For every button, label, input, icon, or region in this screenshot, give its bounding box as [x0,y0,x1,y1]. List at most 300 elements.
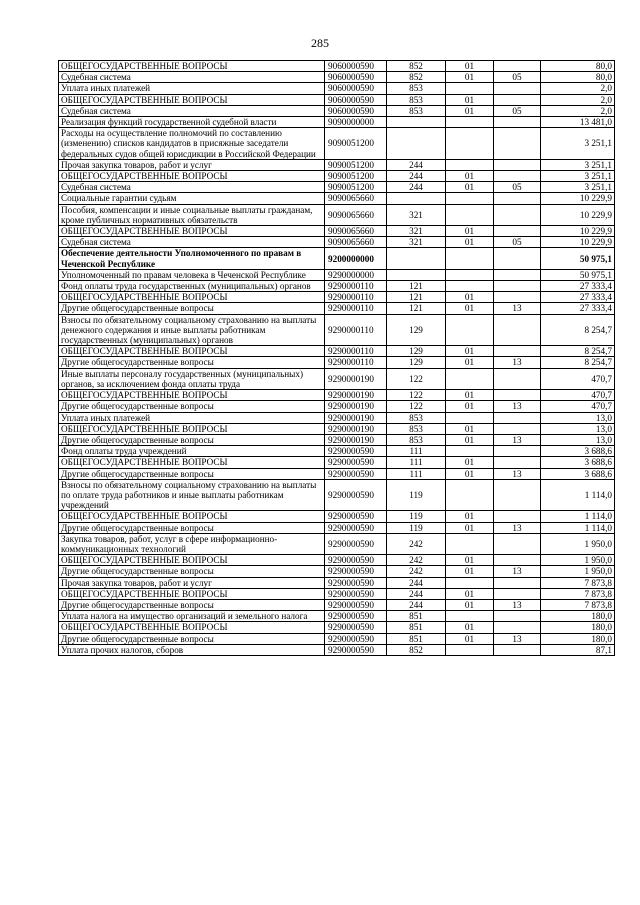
budget-sum-cell: 13,0 [541,412,615,423]
table-row [59,83,615,94]
budget-sum-cell: 180,0 [541,611,615,622]
budget-csr-cell: 9090065660 [325,226,387,237]
budget-name-cell: Пособия, компенсации и иные социальные выплаты гражданам, кроме публичных нормативных обязательств [59,204,325,225]
budget-sum-cell: 80,0 [541,61,615,72]
budget-vr-cell: 119 [387,522,446,533]
budget-name-cell: Фонд оплаты труда учреждений [59,446,325,457]
budget-csr-cell: 9290000190 [325,434,387,445]
budget-pr-cell [494,128,541,160]
budget-sum-cell: 3 688,6 [541,446,615,457]
budget-pr-cell [494,622,541,633]
budget-name-cell: Расходы на осуществление полномочий по составлению (изменению) списков кандидатов в присяжные заседатели федеральных судов общей юрисдикции в Российской Федерации [59,128,325,160]
budget-name-cell: Обеспечение деятельности Уполномоченного по правам в Чеченской Республике [59,248,325,269]
budget-pr-cell [494,611,541,622]
table-row [59,522,615,533]
budget-csr-cell: 9290000590 [325,588,387,599]
budget-vr-cell: 122 [387,390,446,401]
budget-name-cell: ОБЩЕГОСУДАРСТВЕННЫЕ ВОПРОСЫ [59,346,325,357]
budget-sum-cell: 50 975,1 [541,269,615,280]
table-row [59,423,615,434]
table-row [59,368,615,389]
budget-rz-cell [446,412,494,423]
budget-rz-cell: 01 [446,182,494,193]
budget-rz-cell [446,159,494,170]
budget-rz-cell: 01 [446,226,494,237]
budget-rz-cell: 01 [446,588,494,599]
budget-csr-cell: 9290000110 [325,303,387,314]
budget-pr-cell [494,159,541,170]
table-row [59,159,615,170]
budget-sum-cell: 50 975,1 [541,248,615,269]
budget-rz-cell: 01 [446,599,494,610]
budget-name-cell: Уплата иных платежей [59,412,325,423]
budget-csr-cell: 9060000590 [325,94,387,105]
table-row [59,292,615,303]
budget-sum-cell: 470,7 [541,401,615,412]
budget-csr-cell: 9290000590 [325,522,387,533]
budget-csr-cell: 9090000000 [325,117,387,128]
table-row [59,412,615,423]
budget-pr-cell [494,644,541,655]
budget-csr-cell: 9090051200 [325,159,387,170]
budget-csr-cell: 9090051200 [325,171,387,182]
budget-rz-cell [446,644,494,655]
table-row [59,390,615,401]
budget-name-cell: Взносы по обязательному социальному страхованию на выплаты по оплате труда работников и иные выплаты работникам учреждений [59,479,325,511]
budget-csr-cell: 9290000590 [325,644,387,655]
budget-csr-cell: 9290000110 [325,314,387,346]
budget-csr-cell: 9060000590 [325,105,387,116]
table-row [59,611,615,622]
budget-sum-cell: 470,7 [541,390,615,401]
budget-rz-cell: 01 [446,566,494,577]
budget-name-cell: Закупка товаров, работ, услуг в сфере информационно-коммуникационных технологий [59,533,325,554]
budget-name-cell: Иные выплаты персоналу государственных (муниципальных) органов, за исключением фонда оплаты труда [59,368,325,389]
budget-csr-cell: 9290000110 [325,281,387,292]
table-row [59,457,615,468]
budget-sum-cell: 1 114,0 [541,479,615,511]
budget-sum-cell: 10 229,9 [541,226,615,237]
budget-csr-cell: 9290000110 [325,357,387,368]
budget-sum-cell: 3 251,1 [541,128,615,160]
budget-rz-cell: 01 [446,105,494,116]
budget-vr-cell: 853 [387,412,446,423]
budget-pr-cell: 05 [494,105,541,116]
table-row [59,128,615,160]
budget-csr-cell: 9060000590 [325,61,387,72]
budget-rz-cell: 01 [446,468,494,479]
budget-pr-cell [494,61,541,72]
budget-csr-cell: 9290000110 [325,292,387,303]
budget-rz-cell: 01 [446,94,494,105]
table-row [59,105,615,116]
budget-csr-cell: 9200000000 [325,248,387,269]
table-row [59,479,615,511]
table-row [59,533,615,554]
budget-sum-cell: 10 229,9 [541,193,615,204]
budget-vr-cell: 244 [387,182,446,193]
budget-name-cell: ОБЩЕГОСУДАРСТВЕННЫЕ ВОПРОСЫ [59,390,325,401]
budget-sum-cell: 180,0 [541,622,615,633]
budget-name-cell: ОБЩЕГОСУДАРСТВЕННЫЕ ВОПРОСЫ [59,292,325,303]
budget-csr-cell: 9290000590 [325,622,387,633]
budget-vr-cell: 111 [387,446,446,457]
budget-vr-cell [387,128,446,160]
budget-sum-cell: 8 254,7 [541,346,615,357]
budget-pr-cell: 13 [494,434,541,445]
budget-pr-cell [494,171,541,182]
budget-csr-cell: 9290000190 [325,423,387,434]
table-row [59,61,615,72]
budget-csr-cell: 9290000190 [325,390,387,401]
budget-csr-cell: 9290000590 [325,479,387,511]
budget-sum-cell: 2,0 [541,94,615,105]
budget-rz-cell: 01 [446,457,494,468]
budget-name-cell: ОБЩЕГОСУДАРСТВЕННЫЕ ВОПРОСЫ [59,622,325,633]
budget-vr-cell [387,248,446,269]
budget-name-cell: Взносы по обязательному социальному страхованию на выплаты денежного содержания и иные выплаты работникам государственных (муниципальных) органов [59,314,325,346]
budget-vr-cell: 852 [387,72,446,83]
budget-vr-cell: 242 [387,566,446,577]
budget-name-cell: Уплата налога на имущество организаций и земельного налога [59,611,325,622]
budget-pr-cell [494,94,541,105]
budget-pr-cell [494,479,541,511]
budget-vr-cell: 129 [387,314,446,346]
budget-vr-cell: 244 [387,599,446,610]
budget-rz-cell [446,248,494,269]
table-row [59,599,615,610]
budget-vr-cell: 853 [387,434,446,445]
budget-rz-cell [446,193,494,204]
table-row [59,346,615,357]
budget-rz-cell: 01 [446,511,494,522]
budget-pr-cell [494,226,541,237]
budget-rz-cell [446,533,494,554]
budget-pr-cell: 13 [494,303,541,314]
budget-rz-cell: 01 [446,622,494,633]
budget-sum-cell: 80,0 [541,72,615,83]
budget-pr-cell [494,117,541,128]
budget-vr-cell: 111 [387,468,446,479]
budget-rz-cell [446,611,494,622]
budget-rz-cell: 01 [446,357,494,368]
budget-pr-cell [494,346,541,357]
table-row [59,446,615,457]
table-row [59,314,615,346]
budget-pr-cell: 05 [494,182,541,193]
budget-rz-cell [446,204,494,225]
budget-name-cell: Уполномоченный по правам человека в Чеченской Республике [59,269,325,280]
budget-vr-cell [387,269,446,280]
table-row [59,434,615,445]
budget-csr-cell: 9290000190 [325,401,387,412]
table-row [59,511,615,522]
budget-rz-cell [446,117,494,128]
budget-sum-cell: 8 254,7 [541,357,615,368]
table-row [59,566,615,577]
table-row [59,555,615,566]
budget-vr-cell: 121 [387,292,446,303]
budget-name-cell: ОБЩЕГОСУДАРСТВЕННЫЕ ВОПРОСЫ [59,61,325,72]
budget-vr-cell: 121 [387,281,446,292]
budget-csr-cell: 9090065660 [325,237,387,248]
table-row [59,468,615,479]
budget-rz-cell [446,314,494,346]
budget-pr-cell [494,577,541,588]
budget-vr-cell: 853 [387,83,446,94]
budget-vr-cell: 244 [387,171,446,182]
budget-pr-cell [494,269,541,280]
budget-pr-cell: 13 [494,522,541,533]
table-row [59,204,615,225]
budget-sum-cell: 2,0 [541,105,615,116]
table-row [59,237,615,248]
budget-rz-cell [446,479,494,511]
budget-csr-cell: 9090051200 [325,182,387,193]
budget-sum-cell: 2,0 [541,83,615,94]
budget-name-cell: ОБЩЕГОСУДАРСТВЕННЫЕ ВОПРОСЫ [59,555,325,566]
budget-csr-cell: 9290000590 [325,555,387,566]
budget-name-cell: Реализация функций государственной судебной власти [59,117,325,128]
budget-vr-cell: 853 [387,105,446,116]
table-row [59,117,615,128]
budget-name-cell: Уплата иных платежей [59,83,325,94]
budget-pr-cell [494,83,541,94]
budget-rz-cell: 01 [446,237,494,248]
budget-name-cell: Судебная система [59,105,325,116]
budget-rz-cell: 01 [446,171,494,182]
budget-rz-cell: 01 [446,61,494,72]
table-row [59,248,615,269]
budget-pr-cell: 13 [494,357,541,368]
budget-rz-cell: 01 [446,522,494,533]
budget-sum-cell: 1 950,0 [541,533,615,554]
budget-rz-cell [446,83,494,94]
table-row [59,588,615,599]
budget-sum-cell: 180,0 [541,633,615,644]
budget-pr-cell: 13 [494,468,541,479]
budget-rz-cell: 01 [446,555,494,566]
budget-csr-cell: 9290000590 [325,599,387,610]
budget-rz-cell: 01 [446,292,494,303]
table-row [59,577,615,588]
budget-table [58,60,615,656]
budget-pr-cell [494,368,541,389]
budget-name-cell: Судебная система [59,182,325,193]
table-row [59,171,615,182]
budget-name-cell: Другие общегосударственные вопросы [59,522,325,533]
budget-rz-cell: 01 [446,390,494,401]
budget-name-cell: ОБЩЕГОСУДАРСТВЕННЫЕ ВОПРОСЫ [59,588,325,599]
table-row [59,226,615,237]
budget-sum-cell: 7 873,8 [541,577,615,588]
budget-sum-cell: 1 114,0 [541,522,615,533]
budget-sum-cell: 10 229,9 [541,204,615,225]
budget-csr-cell: 9060000590 [325,83,387,94]
budget-rz-cell [446,446,494,457]
budget-name-cell: Другие общегосударственные вопросы [59,357,325,368]
budget-vr-cell: 852 [387,644,446,655]
budget-name-cell: ОБЩЕГОСУДАРСТВЕННЫЕ ВОПРОСЫ [59,226,325,237]
budget-pr-cell [494,248,541,269]
budget-pr-cell [494,533,541,554]
budget-csr-cell: 9090065660 [325,193,387,204]
budget-csr-cell: 9290000590 [325,566,387,577]
budget-rz-cell [446,281,494,292]
budget-name-cell: Другие общегосударственные вопросы [59,434,325,445]
budget-name-cell: ОБЩЕГОСУДАРСТВЕННЫЕ ВОПРОСЫ [59,511,325,522]
budget-rz-cell: 01 [446,346,494,357]
budget-sum-cell: 7 873,8 [541,599,615,610]
budget-csr-cell: 9290000590 [325,457,387,468]
budget-pr-cell: 05 [494,72,541,83]
budget-name-cell: Прочая закупка товаров, работ и услуг [59,159,325,170]
budget-vr-cell: 244 [387,588,446,599]
budget-vr-cell: 121 [387,303,446,314]
budget-rz-cell: 01 [446,434,494,445]
budget-pr-cell [494,423,541,434]
budget-vr-cell [387,117,446,128]
budget-pr-cell [494,281,541,292]
table-row [59,633,615,644]
budget-vr-cell: 129 [387,346,446,357]
budget-vr-cell: 129 [387,357,446,368]
budget-rz-cell: 01 [446,401,494,412]
budget-sum-cell: 1 114,0 [541,511,615,522]
budget-pr-cell: 05 [494,237,541,248]
budget-vr-cell: 244 [387,577,446,588]
budget-name-cell: ОБЩЕГОСУДАРСТВЕННЫЕ ВОПРОСЫ [59,457,325,468]
table-row [59,644,615,655]
budget-name-cell: Другие общегосударственные вопросы [59,401,325,412]
budget-sum-cell: 27 333,4 [541,292,615,303]
budget-name-cell: Прочая закупка товаров, работ и услуг [59,577,325,588]
table-row [59,94,615,105]
budget-rz-cell: 01 [446,72,494,83]
budget-sum-cell: 3 251,1 [541,182,615,193]
budget-sum-cell: 1 950,0 [541,555,615,566]
budget-rz-cell: 01 [446,633,494,644]
budget-sum-cell: 3 688,6 [541,457,615,468]
budget-name-cell: Другие общегосударственные вопросы [59,599,325,610]
budget-vr-cell: 851 [387,611,446,622]
budget-vr-cell: 321 [387,204,446,225]
budget-vr-cell: 119 [387,511,446,522]
budget-pr-cell [494,457,541,468]
budget-name-cell: ОБЩЕГОСУДАРСТВЕННЫЕ ВОПРОСЫ [59,171,325,182]
budget-csr-cell: 9090065660 [325,204,387,225]
budget-pr-cell [494,412,541,423]
budget-sum-cell: 1 950,0 [541,566,615,577]
budget-sum-cell: 3 688,6 [541,468,615,479]
budget-rz-cell [446,368,494,389]
budget-name-cell: Судебная система [59,72,325,83]
budget-csr-cell: 9290000590 [325,577,387,588]
budget-pr-cell [494,292,541,303]
budget-vr-cell: 852 [387,61,446,72]
budget-pr-cell [494,555,541,566]
budget-vr-cell [387,193,446,204]
budget-name-cell: ОБЩЕГОСУДАРСТВЕННЫЕ ВОПРОСЫ [59,423,325,434]
budget-vr-cell: 244 [387,159,446,170]
budget-sum-cell: 10 229,9 [541,237,615,248]
table-row [59,72,615,83]
budget-sum-cell: 3 251,1 [541,171,615,182]
budget-pr-cell [494,511,541,522]
budget-vr-cell: 853 [387,423,446,434]
budget-vr-cell: 851 [387,633,446,644]
budget-sum-cell: 7 873,8 [541,588,615,599]
budget-vr-cell: 851 [387,622,446,633]
budget-sum-cell: 87,1 [541,644,615,655]
budget-sum-cell: 8 254,7 [541,314,615,346]
budget-pr-cell: 13 [494,566,541,577]
budget-name-cell: Другие общегосударственные вопросы [59,633,325,644]
budget-vr-cell: 242 [387,555,446,566]
budget-csr-cell: 9290000590 [325,468,387,479]
budget-csr-cell: 9290000590 [325,446,387,457]
page-number: 285 [311,36,329,50]
budget-pr-cell [494,204,541,225]
table-row [59,269,615,280]
budget-csr-cell: 9290000590 [325,511,387,522]
budget-pr-cell [494,446,541,457]
budget-rz-cell [446,128,494,160]
budget-pr-cell [494,588,541,599]
table-row [59,182,615,193]
budget-vr-cell: 119 [387,479,446,511]
budget-vr-cell: 321 [387,226,446,237]
budget-name-cell: Уплата прочих налогов, сборов [59,644,325,655]
table-row [59,303,615,314]
budget-rz-cell [446,577,494,588]
budget-pr-cell: 13 [494,633,541,644]
budget-csr-cell: 9060000590 [325,72,387,83]
budget-sum-cell: 13 481,0 [541,117,615,128]
budget-vr-cell: 122 [387,401,446,412]
budget-csr-cell: 9290000000 [325,269,387,280]
budget-pr-cell [494,390,541,401]
budget-vr-cell: 853 [387,94,446,105]
budget-rz-cell [446,269,494,280]
budget-csr-cell: 9290000190 [325,368,387,389]
budget-sum-cell: 470,7 [541,368,615,389]
budget-table-body [59,61,615,656]
budget-name-cell: Другие общегосударственные вопросы [59,303,325,314]
budget-csr-cell: 9290000110 [325,346,387,357]
table-row [59,193,615,204]
table-row [59,401,615,412]
budget-name-cell: Судебная система [59,237,325,248]
budget-rz-cell: 01 [446,423,494,434]
budget-sum-cell: 27 333,4 [541,303,615,314]
budget-csr-cell: 9090051200 [325,128,387,160]
budget-csr-cell: 9290000590 [325,611,387,622]
budget-sum-cell: 13,0 [541,434,615,445]
budget-name-cell: ОБЩЕГОСУДАРСТВЕННЫЕ ВОПРОСЫ [59,94,325,105]
budget-name-cell: Социальные гарантии судьям [59,193,325,204]
table-row [59,622,615,633]
budget-vr-cell: 122 [387,368,446,389]
budget-sum-cell: 27 333,4 [541,281,615,292]
budget-pr-cell: 13 [494,599,541,610]
budget-name-cell: Другие общегосударственные вопросы [59,566,325,577]
budget-vr-cell: 242 [387,533,446,554]
budget-pr-cell: 13 [494,401,541,412]
budget-csr-cell: 9290000590 [325,633,387,644]
budget-csr-cell: 9290000190 [325,412,387,423]
budget-pr-cell [494,314,541,346]
